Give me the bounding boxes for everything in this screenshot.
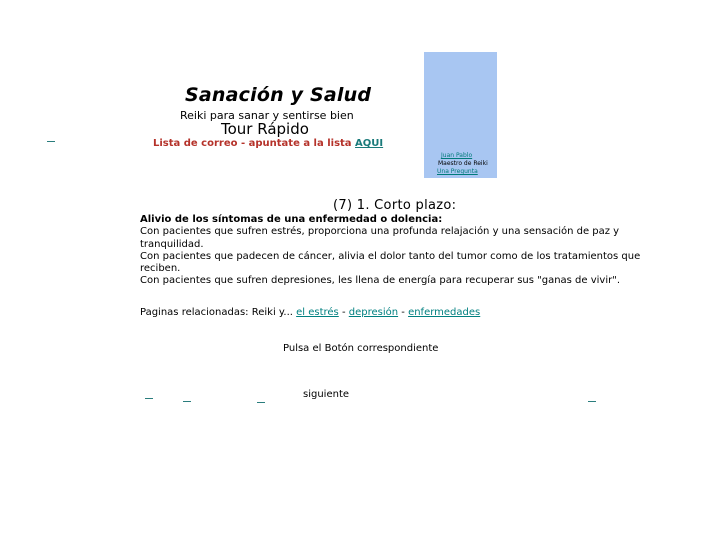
nav-instruction: Pulsa el Botón correspondiente — [283, 343, 439, 354]
related-link-illness[interactable]: enfermedades — [408, 307, 481, 318]
related-prefix: Paginas relacionadas: Reiki y... — [140, 307, 297, 318]
related-pages — [140, 307, 480, 318]
mailing-list-line — [153, 138, 383, 149]
author-title: Maestro de Reiki — [438, 160, 488, 167]
tour-heading: Tour Rápido — [221, 120, 309, 138]
paragraph-cancer: Con pacientes que padecen de cáncer, alivia el dolor tanto del tumor como de los tratamientos que reciben. — [140, 250, 641, 275]
related-separator: - — [338, 307, 349, 318]
nav-button-4[interactable] — [588, 401, 596, 402]
page-title: Sanación y Salud — [185, 84, 372, 106]
nav-button-3[interactable] — [257, 402, 265, 403]
nav-button-1[interactable] — [145, 398, 153, 399]
related-link-stress[interactable]: el estrés — [296, 307, 339, 318]
author-link[interactable]: Juan Pablo — [441, 152, 473, 159]
content-block — [140, 214, 660, 288]
nav-button-2[interactable] — [183, 401, 191, 402]
left-link-mark[interactable] — [47, 141, 55, 142]
mailing-list-link[interactable]: AQUI — [355, 138, 384, 149]
content-subheading: Alivio de los síntomas de una enfermedad o dolencia: — [140, 214, 443, 225]
next-button-label[interactable]: siguiente — [303, 389, 350, 400]
section-heading: (7) 1. Corto plazo: — [333, 198, 457, 213]
page-subtitle: Reiki para sanar y sentirse bien — [180, 109, 354, 122]
paragraph-stress: Con pacientes que sufren estrés, proporciona una profunda relajación y una sensación de paz y tranquilidad. — [140, 226, 620, 250]
paragraph-depression: Con pacientes que sufren depresiones, les llena de energía para recuperar sus "ganas de vivir". — [140, 275, 621, 287]
mailing-list-text: Lista de correo - apuntate a la lista — [153, 138, 356, 149]
related-separator: - — [398, 307, 409, 318]
question-link[interactable]: Una Pregunta — [437, 168, 478, 175]
related-link-depression[interactable]: depresión — [348, 307, 399, 318]
